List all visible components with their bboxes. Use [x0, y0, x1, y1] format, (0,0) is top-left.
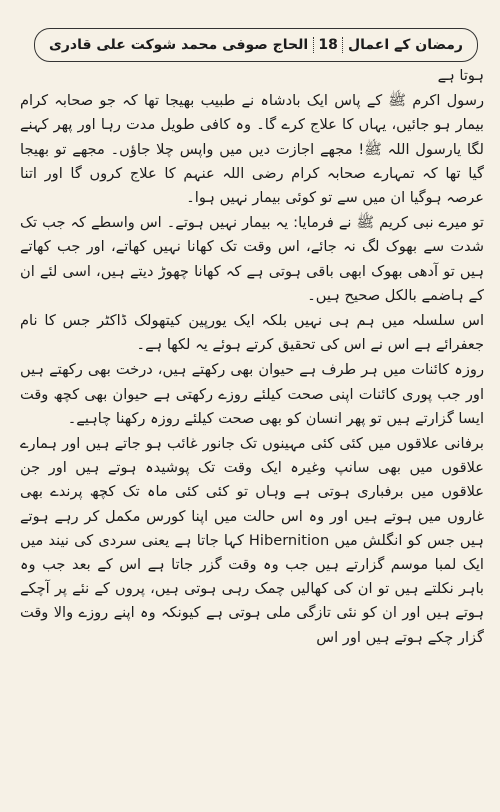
page-number: 18 [313, 37, 342, 53]
page-header [34, 28, 478, 62]
paragraph-continuation: ہوتا ہے [437, 67, 484, 84]
paragraph: رسول اکرم ﷺ کے پاس ایک بادشاہ نے طبیب بھیجا تھا کہ جو صحابہ کرام بیمار ہو جائیں، یہاں کا علاج کرے گا۔ وہ کافی طویل مدت رہا اور پھر کہنے لگا یارسول اللہ ﷺ! مجھے اجازت دیں میں واپس چلا جاؤں۔ مجھے تو بھیجا گیا تھا کہ تمہارے صحابہ کرام رضی اللہ عنہم کا علاج کروں گا اور اتنا عرصہ ہوگیا ان میں سے تو کوئی بیمار نہیں ہوا۔ [20, 92, 484, 207]
author-name: الحاج صوفی محمد شوکت علی قادری [49, 37, 309, 53]
paragraph: برفانی علاقوں میں کئی کئی مہینوں تک جانور غائب ہو جاتے ہیں اور ہمارے علاقوں میں بھی سانپ وغیرہ ایک وقت تک پوشیدہ ہوتے ہیں اور جن علاقوں میں برفباری ہوتی ہے وہاں تو کئی کئی ماہ تک کچھ پرندے بھی غاروں میں ہوتے ہیں اور وہ اس حالت میں اپنا کورس مکمل کر رہے ہوتے ہیں جس کو انگلش میں Hibernition کہا جاتا ہے یعنی سردی کی نیند میں ایک لمبا موسم گزارتے ہیں جب وہ وقت گزر جاتا ہے اس کے بعد جب وہ باہر نکلتے ہیں تو ان کی کھالیں چمک رہی ہوتی ہیں، پروں کے نئے پر آچکے ہوتے ہیں اور ان کو نئی تازگی ملی ہوتی ہے کیونکہ وہ اپنے روزے والا وقت گزار چکے ہوتے ہیں اور اس [20, 435, 484, 646]
paragraph: روزہ کائنات میں ہر طرف ہے حیوان بھی رکھتے ہیں، درخت بھی رکھتے ہیں اور جب پوری کائنات اپنی صحت کیلئے روزے رکھتی ہے حیوان بھی کچھ وقت ایسا گزارتے ہیں تو پھر انسان کو بھی صحت کیلئے روزہ رکھنا چاہیے۔ [20, 361, 484, 427]
paragraph: اس سلسلہ میں ہم ہی نہیں بلکہ ایک یورپین کیتھولک ڈاکٹر جس کا نام جعفرائے ہے اس نے اس کی تحقیق کرتے ہوئے یہ لکھا ہے۔ [20, 312, 484, 354]
book-title: رمضان کے اعمال [348, 37, 463, 53]
body-text [20, 64, 484, 650]
paragraph: تو میرے نبی کریم ﷺ نے فرمایا: یہ بیمار نہیں ہوتے۔ اس واسطے کہ جب تک شدت سے بھوک لگ نہ جائے، اس وقت تک کھانا نہیں کھاتے، اور جب کھاتے ہیں تو آدھی بھوک ابھی باقی ہوتی ہے کہ کھانا چھوڑ دیتے ہیں، اسی لئے ان کے ہاضمے بالکل صحیح ہیں۔ [20, 214, 484, 304]
